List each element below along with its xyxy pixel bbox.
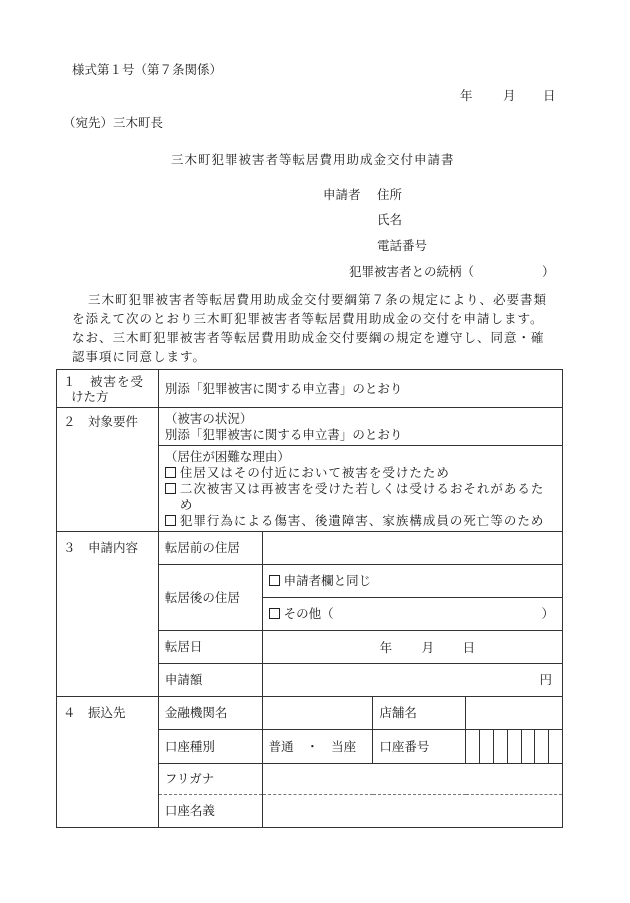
- reason-option-3[interactable]: [165, 513, 556, 529]
- reason-option-2-text: 二次被害又は再被害を受けた若しくは受けるおそれがあるた: [179, 481, 545, 496]
- body-line-1: 三木町犯罪被害者等転居費用助成金交付要綱第７条の規定により、必要書類: [88, 292, 548, 307]
- furigana-label: フリガナ: [158, 764, 262, 795]
- account-name-label: 口座名義: [158, 795, 262, 828]
- same-as-applicant-option[interactable]: [262, 565, 562, 598]
- body-line-2: を添えて次のとおり三木町犯罪被害者等転居費用助成金の交付を申請します。: [72, 311, 544, 326]
- reason-option-2[interactable]: [165, 481, 556, 497]
- account-type-options[interactable]: 普通 ・ 当座: [262, 730, 373, 764]
- account-number-label: 口座番号: [373, 730, 466, 764]
- same-as-applicant-text: 申請者欄と同じ: [283, 573, 372, 588]
- move-month: 月: [421, 640, 435, 655]
- move-date-input[interactable]: [262, 631, 562, 664]
- reason-heading: （居住が困難な理由）: [164, 449, 290, 464]
- furigana-input[interactable]: [262, 764, 562, 795]
- digit-box[interactable]: [521, 730, 535, 763]
- account-type-label: 口座種別: [158, 730, 262, 764]
- victim-row: [57, 370, 563, 408]
- name-label: 氏名: [377, 212, 403, 227]
- checkbox[interactable]: [165, 515, 176, 526]
- bank-input[interactable]: [262, 697, 373, 730]
- digit-box[interactable]: [534, 730, 548, 763]
- digit-box[interactable]: [507, 730, 521, 763]
- date-day: 日: [543, 88, 556, 103]
- branch-input[interactable]: [466, 697, 563, 730]
- reason-option-1[interactable]: [165, 465, 556, 481]
- date-year: 年: [460, 88, 473, 103]
- other-address-text: その他（: [283, 606, 334, 621]
- reason-option-3-text: 犯罪行為による傷害、後遺障害、家族構成員の死亡等のため: [179, 513, 545, 528]
- body-line-3: なお、三木町犯罪被害者等転居費用助成金交付要綱の規定を遵守し、同意・確: [72, 330, 545, 345]
- digit-box[interactable]: [479, 730, 493, 763]
- applicant-label: 申請者: [323, 187, 361, 202]
- damage-value: 別添「犯罪被害に関する申立書」のとおり: [164, 426, 403, 442]
- checkbox[interactable]: [165, 467, 176, 478]
- phone-label: 電話番号: [377, 238, 428, 253]
- transfer-label: ４ 振込先: [57, 697, 159, 828]
- relation-label: 犯罪被害者との続柄（: [349, 264, 475, 279]
- other-address-close: ）: [541, 606, 554, 621]
- digit-box[interactable]: [466, 730, 479, 763]
- branch-label: 店舗名: [373, 697, 466, 730]
- form-number: 様式第１号（第７条関係）: [72, 62, 223, 77]
- damage-heading: （被害の状況）: [164, 410, 253, 426]
- bank-label: 金融機関名: [158, 697, 262, 730]
- date-month: 月: [503, 88, 516, 103]
- account-name-input[interactable]: [262, 795, 562, 828]
- amount-input[interactable]: 円: [262, 664, 562, 697]
- page-title: 三木町犯罪被害者等転居費用助成金交付申請書: [171, 152, 455, 167]
- move-date-label: 転居日: [158, 631, 262, 664]
- victim-value: 別添「犯罪被害に関する申立書」のとおり: [158, 370, 562, 408]
- account-number-input[interactable]: [466, 730, 563, 764]
- checkbox[interactable]: [165, 483, 176, 494]
- digit-box[interactable]: [548, 730, 562, 763]
- reason-option-2-wrap: め: [179, 497, 193, 512]
- addressee: （宛先）三木町長: [63, 115, 164, 130]
- damage-status: [158, 408, 562, 446]
- relation-close: ）: [542, 264, 555, 279]
- requirement-label: ２ 対象要件: [57, 408, 159, 532]
- amount-label: 申請額: [158, 664, 262, 697]
- prev-address-input[interactable]: [262, 532, 562, 565]
- checkbox[interactable]: [269, 575, 280, 586]
- address-label: 住所: [377, 187, 403, 202]
- other-address-option[interactable]: [262, 598, 562, 631]
- prev-address-label: 転居前の住居: [158, 532, 262, 565]
- digit-box[interactable]: [493, 730, 507, 763]
- checkbox[interactable]: [269, 608, 280, 619]
- move-day: 日: [462, 640, 476, 655]
- application-content-label: ３ 申請内容: [57, 532, 159, 697]
- reason-cell: [158, 446, 562, 532]
- new-address-label: 転居後の住居: [158, 565, 262, 631]
- move-year: 年: [379, 640, 393, 655]
- prev-address-row: [57, 532, 563, 565]
- victim-label-line2: けた方: [71, 388, 109, 404]
- bank-row: [57, 697, 563, 730]
- victim-label-line1: １ 被害を受: [63, 373, 145, 389]
- reason-option-1-text: 住居又はその付近において被害を受けたため: [179, 465, 450, 480]
- application-table: [56, 369, 563, 828]
- body-line-4: 認事項に同意します。: [72, 349, 207, 364]
- account-number-digits: [466, 730, 562, 763]
- requirement-row: [57, 408, 563, 446]
- victim-label: [57, 370, 159, 408]
